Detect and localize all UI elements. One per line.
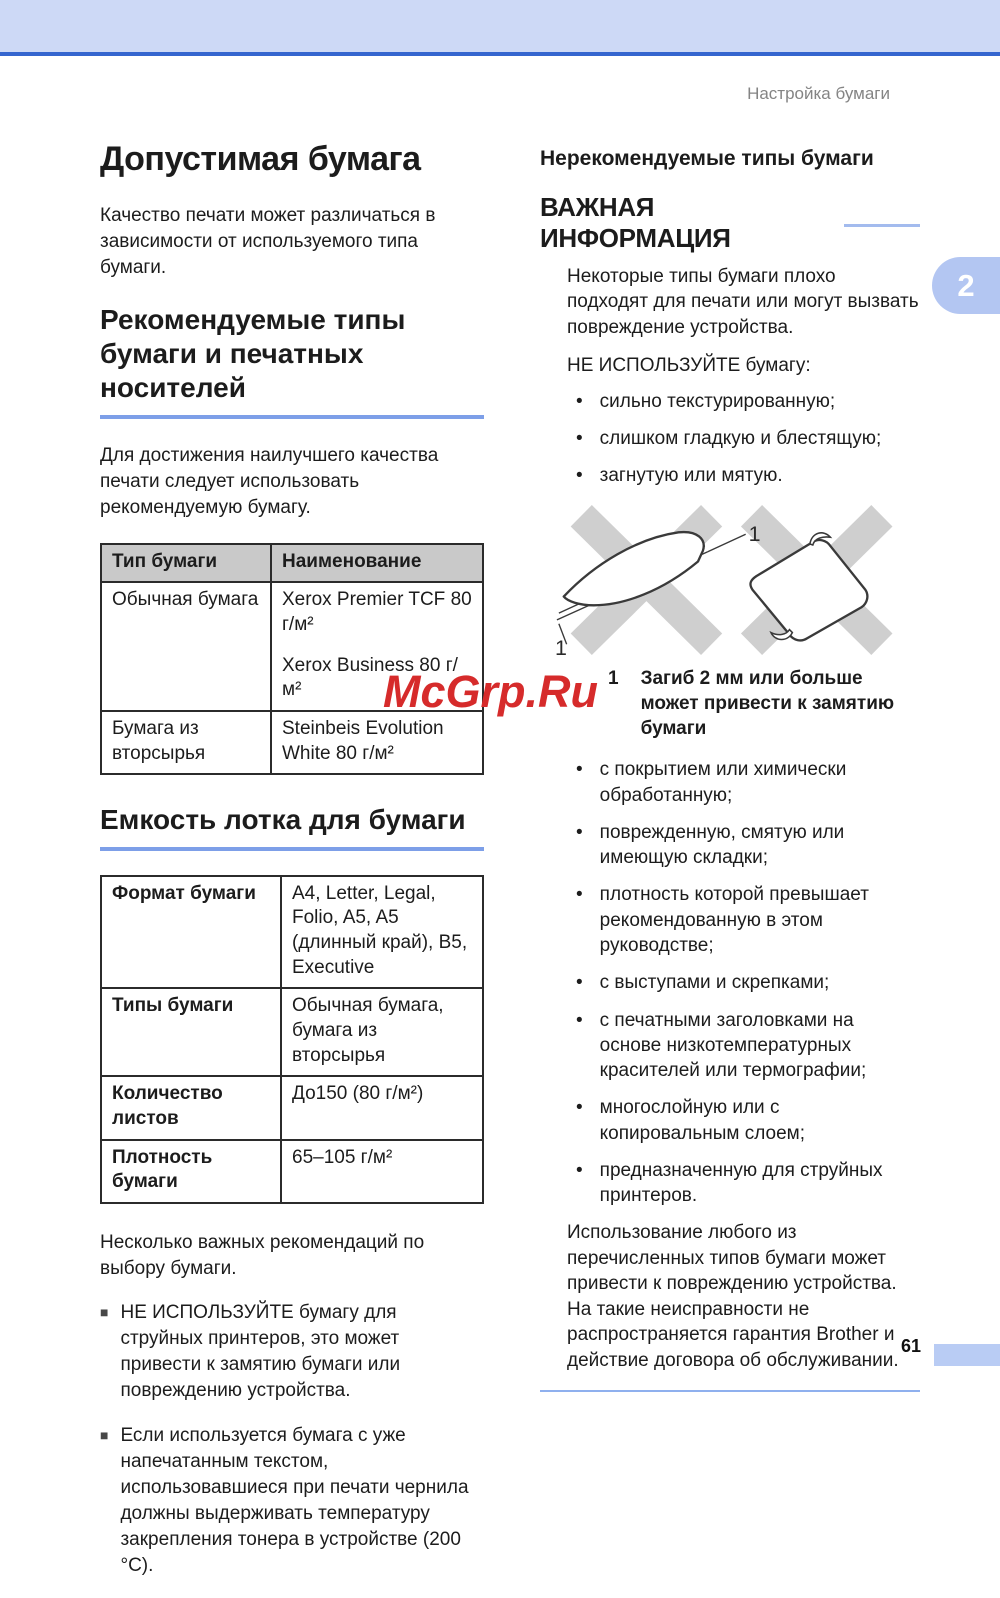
important-heading-row xyxy=(540,192,920,254)
square-bullet-icon: ■ xyxy=(100,1427,109,1444)
note-item xyxy=(100,1423,484,1579)
cell-label: Плотность бумаги xyxy=(101,1140,281,1203)
right-column xyxy=(540,147,920,1392)
list-item xyxy=(576,757,920,808)
caption-number: 1 xyxy=(608,667,619,689)
bad-paper-list-top xyxy=(540,389,920,489)
bullet-icon: • xyxy=(576,428,583,450)
tray-capacity-table xyxy=(100,875,484,1205)
table-row xyxy=(101,1076,483,1139)
list-item-text: плотность которой превышает рекомендованную в этом руководстве; xyxy=(599,884,869,956)
bullet-icon: • xyxy=(576,884,583,906)
list-item-text: предназначенную для струйных принтеров. xyxy=(599,1159,883,1207)
notes-intro: Несколько важных рекомендаций по выбору бумаги. xyxy=(100,1232,425,1280)
intro-paragraph: Качество печати может различаться в зависимости от используемого типа бумаги. xyxy=(100,205,436,279)
cell-value: 65–105 г/м² xyxy=(281,1140,483,1203)
bullet-icon: • xyxy=(576,759,583,781)
bullet-icon: • xyxy=(576,465,583,487)
page-number: 61 xyxy=(900,1336,921,1356)
table-row xyxy=(101,988,483,1076)
left-column xyxy=(100,140,484,1598)
cell-value: A4, Letter, Legal, Folio, A5, A5 (длинный край), B5, Executive xyxy=(281,876,483,989)
figure-label: 1 xyxy=(554,635,567,660)
cell-paper-type: Обычная бумага xyxy=(101,582,271,711)
bullet-icon: • xyxy=(576,972,583,994)
curled-sheet xyxy=(564,532,704,605)
list-item xyxy=(576,882,920,958)
note-text: НЕ ИСПОЛЬЗУЙТЕ бумагу для струйных принтеров, это может привести к замятию бумаги или повреждению устройства. xyxy=(120,1302,401,1402)
important-heading: ВАЖНАЯ ИНФОРМАЦИЯ xyxy=(540,192,731,253)
caption-text: Загиб 2 мм или больше может привести к замятию бумаги xyxy=(640,667,895,740)
important-block xyxy=(567,264,920,379)
bullet-icon: • xyxy=(576,1009,583,1031)
list-item xyxy=(576,820,920,871)
bullet-icon: • xyxy=(576,821,583,843)
paper-name: Xerox Premier TCF 80 г/м² xyxy=(282,589,472,635)
paper-name: Steinbeis Evolution White 80 г/м² xyxy=(282,718,444,764)
table-row xyxy=(101,876,483,989)
cell-label: Формат бумаги xyxy=(101,876,281,989)
list-item-text: с выступами и скрепками; xyxy=(599,972,830,994)
square-bullet-icon: ■ xyxy=(100,1304,109,1321)
recommended-heading: Рекомендуемые типы бумаги и печатных носителей xyxy=(100,303,484,418)
figure-label: 1 xyxy=(748,521,761,546)
list-item xyxy=(576,463,920,488)
cell-value: Обычная бумага, бумага из вторсырья xyxy=(281,988,483,1076)
bullet-icon: • xyxy=(576,390,583,412)
table-row xyxy=(101,582,483,711)
list-item-text: поврежденную, смятую или имеющую складки; xyxy=(599,821,845,869)
page-title: Допустимая бумага xyxy=(100,140,421,178)
chapter-tab xyxy=(932,257,1000,314)
capacity-heading: Емкость лотка для бумаги xyxy=(100,803,484,850)
list-item-text: многослойную или с копировальным слоем; xyxy=(599,1097,805,1144)
list-item xyxy=(576,426,920,451)
recommended-paper-table xyxy=(100,543,484,776)
running-header: Настройка бумаги xyxy=(747,84,890,103)
table-header-row xyxy=(101,544,483,583)
heading-rule xyxy=(844,224,920,227)
cell-paper-type: Бумага из вторсырья xyxy=(101,711,271,774)
list-item-text: сильно текстурированную; xyxy=(599,390,836,412)
cell-value: До150 (80 г/м²) xyxy=(281,1076,483,1139)
list-item xyxy=(576,1008,920,1084)
list-item-text: слишком гладкую и блестящую; xyxy=(599,428,882,450)
note-text: Если используется бумага с уже напечатанным текстом, использовавшиеся при печати чернила должны выдерживать температуру закрепления тонера в устройстве (200 °C). xyxy=(120,1425,469,1577)
footer-accent-bar xyxy=(934,1344,1000,1366)
bad-paper-figure xyxy=(554,501,920,742)
cell-paper-names xyxy=(271,711,483,774)
bullet-icon: • xyxy=(576,1159,583,1181)
curled-paper-illustration xyxy=(554,501,914,659)
list-item xyxy=(576,1158,920,1209)
bullet-icon: • xyxy=(576,1097,583,1119)
do-not-use-label: НЕ ИСПОЛЬЗУЙТЕ бумагу: xyxy=(567,355,811,377)
not-recommended-heading: Нерекомендуемые типы бумаги xyxy=(540,147,874,170)
figure-caption xyxy=(608,666,920,742)
paper-name: Xerox Business 80 г/м² xyxy=(282,654,458,701)
top-banner xyxy=(0,0,1000,56)
list-item xyxy=(576,1095,920,1146)
list-item xyxy=(576,389,920,414)
cell-label: Количество листов xyxy=(101,1076,281,1139)
list-item-text: загнутую или мятую. xyxy=(599,465,783,487)
column-header-type: Тип бумаги xyxy=(101,544,271,583)
recommended-intro: Для достижения наилучшего качества печати следует использовать рекомендуемую бумагу. xyxy=(100,444,439,518)
list-item-text: с покрытием или химически обработанную; xyxy=(599,759,847,806)
table-row xyxy=(101,1140,483,1203)
list-item-text: с печатными заголовками на основе низкотемпературных красителей или термографии; xyxy=(599,1009,867,1082)
cell-label: Типы бумаги xyxy=(101,988,281,1076)
cell-paper-names xyxy=(271,582,483,711)
chapter-number: 2 xyxy=(957,267,975,303)
watermark: McGrp.Ru xyxy=(383,666,599,717)
closing-paragraph: Использование любого из перечисленных типов бумаги может привести к повреждению устройства. На такие неисправности не распространяется гарантия Brother и действие договора об обслуживании. xyxy=(567,1222,899,1371)
list-item xyxy=(576,970,920,995)
column-header-name: Наименование xyxy=(271,544,483,583)
table-row xyxy=(101,711,483,774)
section-end-rule xyxy=(540,1390,920,1392)
bad-paper-list-bottom xyxy=(540,757,920,1208)
important-intro: Некоторые типы бумаги плохо подходят для печати или могут вызвать повреждение устройства. xyxy=(567,266,919,338)
